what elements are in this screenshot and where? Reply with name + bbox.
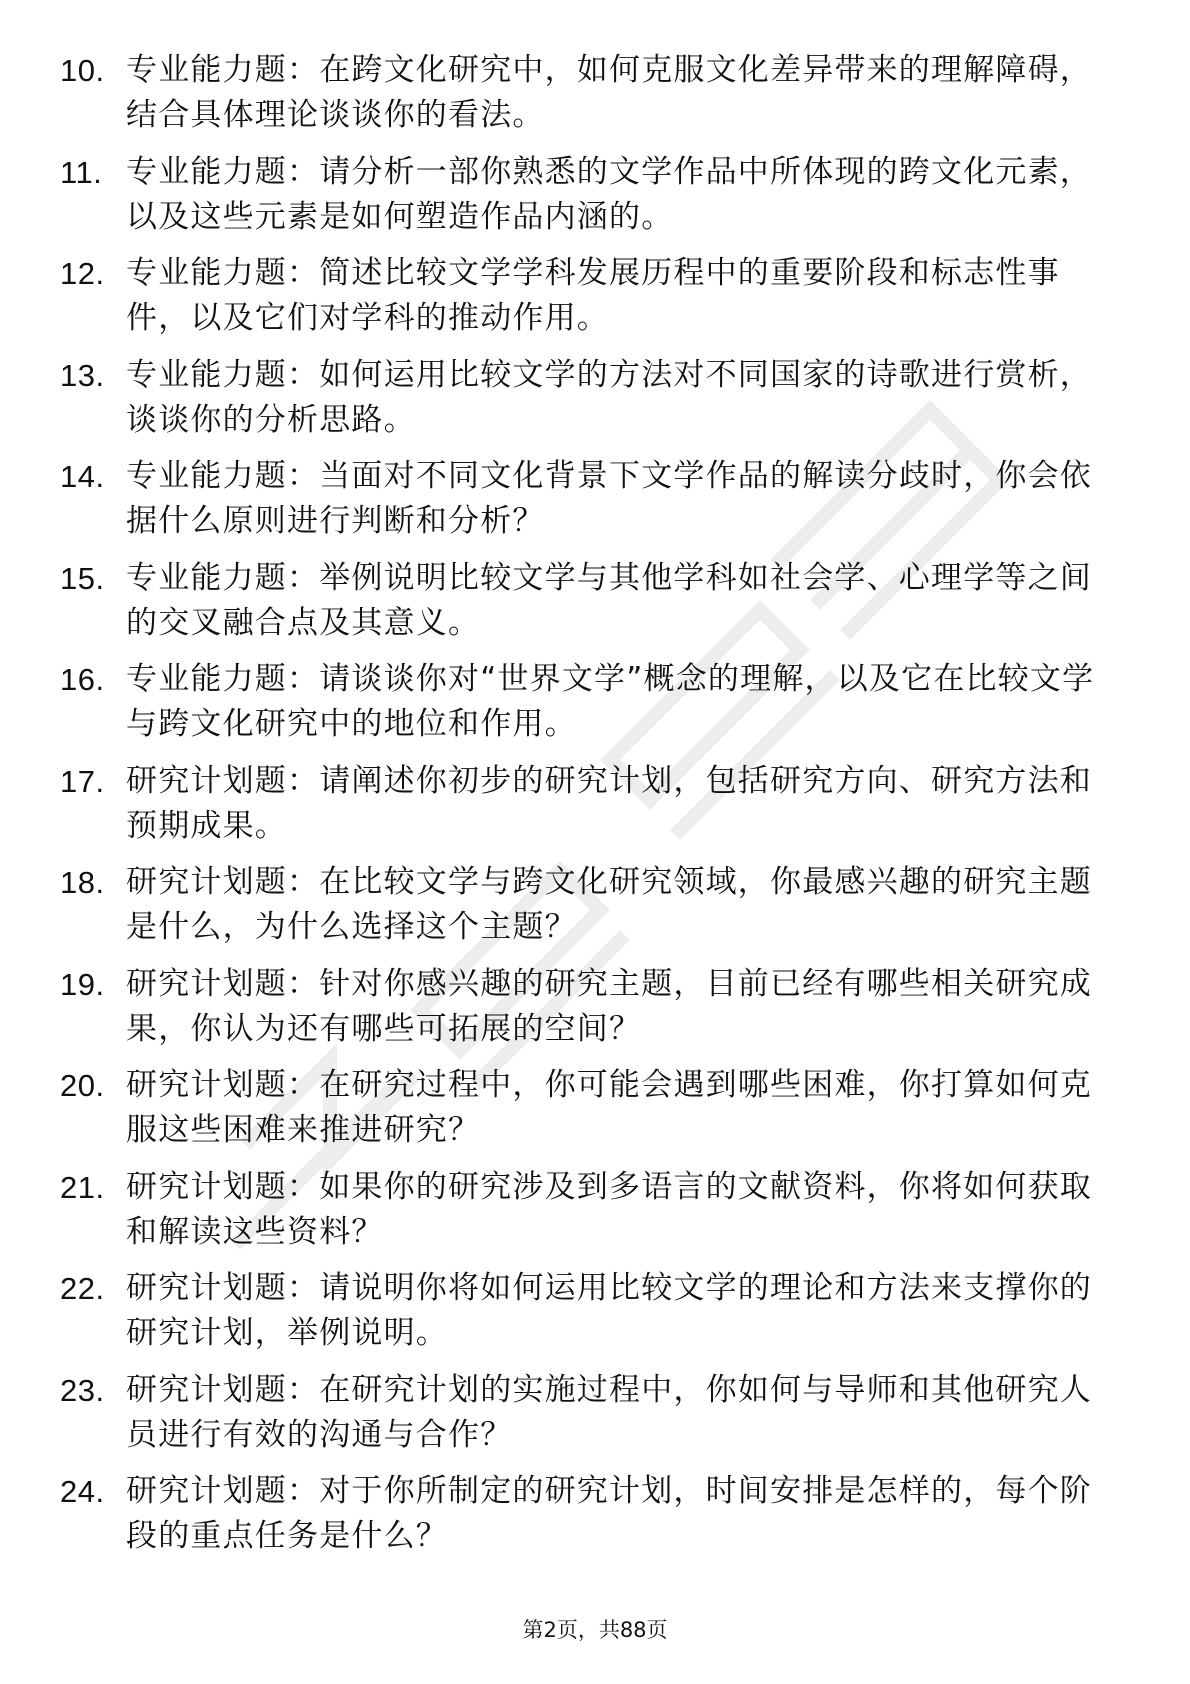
page-number-footer: 第2页，共88页	[522, 1618, 668, 1642]
question-text: 研究计划题：在研究计划的实施过程中，你如何与导师和其他研究人员进行有效的沟通与合作？	[126, 1371, 1092, 1453]
question-text: 研究计划题：在研究过程中，你可能会遇到哪些困难，你打算如何克服这些困难来推进研究？	[126, 1067, 1092, 1148]
question-text: 专业能力题：当面对不同文化背景下文学作品的解读分歧时，你会依据什么原则进行判断和分析？	[126, 458, 1092, 539]
question-item	[60, 1469, 1120, 1571]
question-text: 研究计划题：如果你的研究涉及到多语言的文献资料，你将如何获取和解读这些资料？	[126, 1168, 1092, 1250]
question-item	[60, 48, 1120, 150]
question-text: 专业能力题：如何运用比较文学的方法对不同国家的诗歌进行赏析，谈谈你的分析思路。	[126, 356, 1092, 438]
question-text: 专业能力题：举例说明比较文学与其他学科如社会学、心理学等之间的交叉融合点及其意义。	[126, 559, 1092, 641]
question-item	[60, 1266, 1120, 1368]
question-number: 21.	[60, 1169, 105, 1205]
question-text: 专业能力题：简述比较文学学科发展历程中的重要阶段和标志性事件，以及它们对学科的推动作用。	[126, 255, 1060, 336]
question-number: 22.	[60, 1271, 105, 1306]
question-number: 18.	[60, 865, 105, 900]
question-item	[60, 1368, 1120, 1470]
question-text: 专业能力题：在跨文化研究中，如何克服文化差异带来的理解障碍，结合具体理论谈谈你的看法。	[126, 52, 1092, 133]
question-number: 23.	[60, 1372, 105, 1408]
question-item	[60, 962, 1120, 1064]
question-item	[60, 150, 1120, 252]
question-item	[60, 1165, 1120, 1267]
question-item	[60, 353, 1120, 455]
question-text: 研究计划题：请说明你将如何运用比较文学的理论和方法来支撑你的研究计划，举例说明。	[126, 1270, 1092, 1351]
question-text: 研究计划题：请阐述你初步的研究计划，包括研究方向、研究方法和预期成果。	[126, 762, 1092, 844]
question-item	[60, 860, 1120, 962]
question-item	[60, 657, 1120, 759]
question-number: 19.	[60, 966, 105, 1002]
question-number: 24.	[60, 1474, 105, 1509]
question-number: 20.	[60, 1068, 105, 1103]
question-number: 10.	[60, 53, 105, 88]
question-item	[60, 1063, 1120, 1165]
question-text: 研究计划题：对于你所制定的研究计划，时间安排是怎样的，每个阶段的重点任务是什么？	[126, 1473, 1092, 1554]
question-number: 11.	[60, 154, 103, 190]
question-number: 13.	[60, 357, 105, 393]
question-item	[60, 454, 1120, 556]
question-text: 研究计划题：针对你感兴趣的研究主题，目前已经有哪些相关研究成果，你认为还有哪些可拓展的空间？	[126, 965, 1092, 1047]
question-text: 专业能力题：请分析一部你熟悉的文学作品中所体现的跨文化元素，以及这些元素是如何塑造作品内涵的。	[126, 153, 1092, 235]
question-item	[60, 759, 1120, 861]
question-text: 专业能力题：请谈谈你对“世界文学”概念的理解，以及它在比较文学与跨文化研究中的地位和作用。	[126, 661, 1095, 742]
question-number: 16.	[60, 662, 105, 697]
question-text: 研究计划题：在比较文学与跨文化研究领域，你最感兴趣的研究主题是什么，为什么选择这个主题？	[126, 864, 1092, 945]
question-item	[60, 251, 1120, 353]
question-number: 17.	[60, 763, 105, 799]
question-number: 14.	[60, 459, 105, 494]
question-number: 12.	[60, 256, 105, 291]
question-item	[60, 556, 1120, 658]
question-list	[60, 48, 1120, 1571]
question-number: 15.	[60, 560, 105, 596]
